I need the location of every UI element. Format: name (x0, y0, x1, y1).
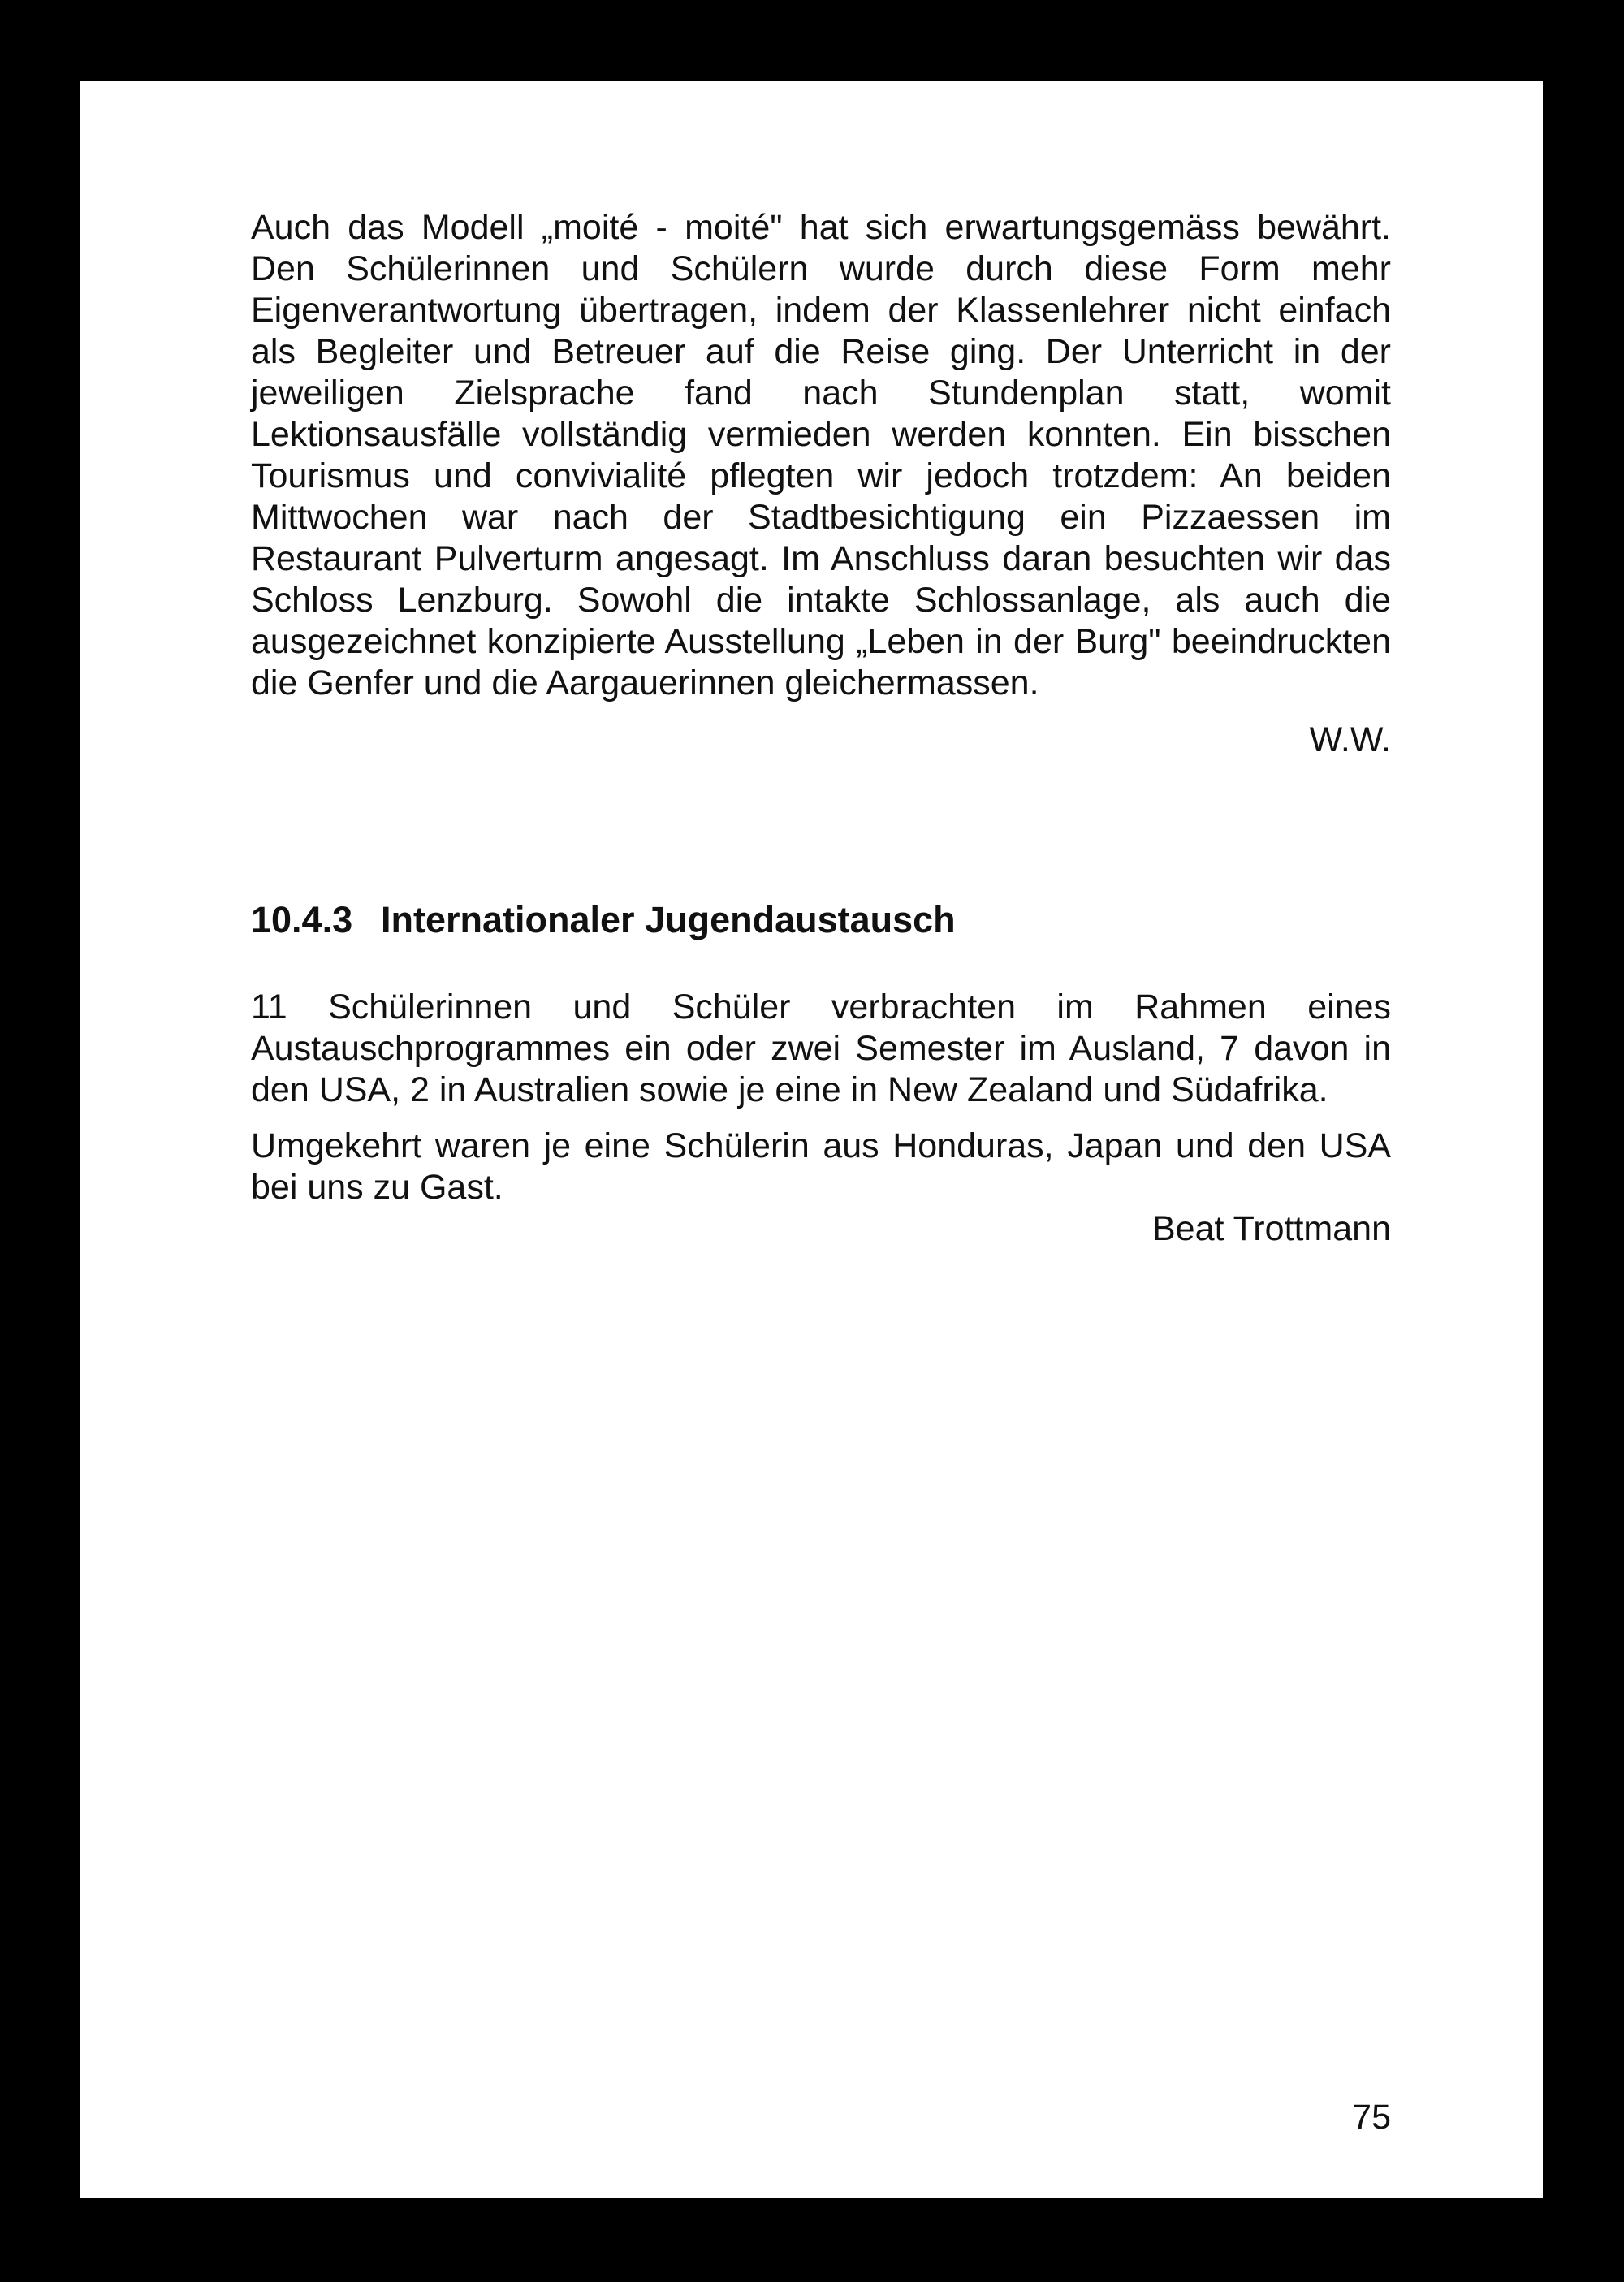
paragraph-incoming-students: Umgekehrt waren je eine Schülerin aus Honduras, Japan und den USA bei uns zu Gast. (251, 1126, 1391, 1207)
section-title: Internationaler Jugendaustausch (381, 899, 956, 940)
document-page (80, 81, 1543, 2198)
paragraph-exchange-report: Auch das Modell „moité - moité" hat sich erwartungsgemäss bewährt. Den Schülerinnen und Schülern wurde durch diese Form mehr Eigenverantwortung übertragen, indem der Klassenlehrer nicht einfach als Begleiter und Betreuer auf die Reise ging. Der Unterricht in der jeweiligen Zielsprache fand nach Stundenplan statt, womit Lektionsausfälle vollständig vermieden werden konnten. Ein bisschen Tourismus und convivialité pflegten wir jedoch trotzdem: An beiden Mittwochen war nach der Stadtbesichtigung ein Pizzaessen im Restaurant Pulverturm angesagt. Im Anschluss daran besuchten wir das Schloss Lenzburg. Sowohl die intakte Schlossanlage, als auch die ausgezeichnet konzipierte Ausstellung „Leben in der Burg" beeindruckten die Genfer und die Aargauerinnen gleichermassen. (251, 208, 1391, 702)
page-content (251, 207, 1391, 1250)
section-number: 10.4.3 (251, 899, 353, 940)
section-heading (251, 899, 1391, 940)
signature-ww: W.W. (1309, 720, 1391, 759)
page-number: 75 (1352, 2098, 1391, 2137)
paragraph-outgoing-students: 11 Schülerinnen und Schüler verbrachten im Rahmen eines Austauschprogrammes ein oder zwei Semester im Ausland, 7 davon in den USA, 2 in Australien sowie je eine in New Zealand und Südafrika. (251, 988, 1391, 1109)
signature-author: Beat Trottmann (1152, 1209, 1391, 1248)
